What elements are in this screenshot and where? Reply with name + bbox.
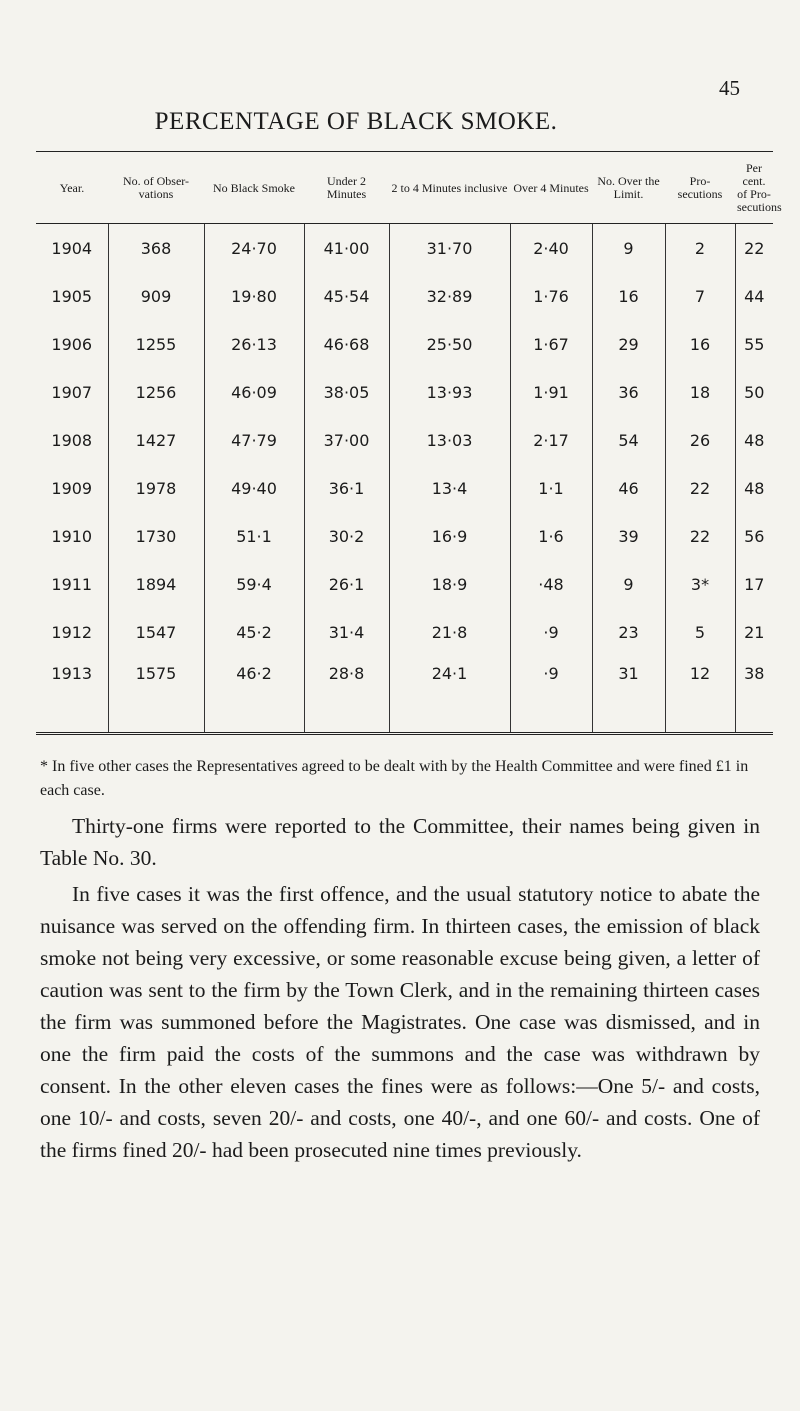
table-cell: 25·50 — [389, 320, 510, 368]
table-cell: 31 — [592, 656, 665, 734]
table-cell: 21 — [735, 608, 773, 656]
table-cell: 38·05 — [304, 368, 389, 416]
table-cell: 368 — [108, 224, 204, 273]
table-cell: 1978 — [108, 464, 204, 512]
table-header-row — [36, 153, 773, 224]
table-cell: 38 — [735, 656, 773, 734]
table-cell: 1·1 — [510, 464, 592, 512]
table-cell: 1·91 — [510, 368, 592, 416]
year-cell: 1906 — [51, 334, 93, 354]
table-cell: 48 — [735, 416, 773, 464]
table-cell: 2·17 — [510, 416, 592, 464]
column-header: Pro- secutions — [665, 153, 735, 224]
table-row — [36, 464, 773, 512]
table-cell: 7 — [665, 272, 735, 320]
table-cell: 17 — [735, 560, 773, 608]
table-cell: 26 — [665, 416, 735, 464]
year-cell: 1910 — [51, 526, 93, 546]
table-cell: 55 — [735, 320, 773, 368]
table-cell: 29 — [592, 320, 665, 368]
table-cell: 13·93 — [389, 368, 510, 416]
table-row — [36, 368, 773, 416]
page-title: PERCENTAGE OF BLACK SMOKE. — [154, 108, 558, 135]
column-header: No Black Smoke — [204, 153, 304, 224]
table-cell: 1547 — [108, 608, 204, 656]
table-cell: 31·4 — [304, 608, 389, 656]
table-cell: 36 — [592, 368, 665, 416]
year-cell: 1913 — [36, 656, 108, 734]
table-cell: 22 — [665, 512, 735, 560]
table-cell: 36·1 — [304, 464, 389, 512]
table-cell: 21·8 — [389, 608, 510, 656]
table-cell: 56 — [735, 512, 773, 560]
table-cell: 54 — [592, 416, 665, 464]
table-cell: 5 — [665, 608, 735, 656]
table-cell: 37·00 — [304, 416, 389, 464]
table-cell: 45·54 — [304, 272, 389, 320]
table-cell: 46 — [592, 464, 665, 512]
column-header: Under 2 Minutes — [304, 153, 389, 224]
table-cell: 26·1 — [304, 560, 389, 608]
table-cell: 30·2 — [304, 512, 389, 560]
table-cell: 28·8 — [304, 656, 389, 734]
year-cell: 1905 — [51, 286, 93, 306]
table-cell: 1575 — [108, 656, 204, 734]
table-cell: 31·70 — [389, 224, 510, 273]
year-cell: 1911 — [51, 574, 93, 594]
year-cell: 1904 — [51, 238, 93, 258]
table-cell: 44 — [735, 272, 773, 320]
table-cell: 26·13 — [204, 320, 304, 368]
column-header: Year. — [36, 153, 108, 224]
table-cell: ·9 — [510, 608, 592, 656]
table-cell: 12 — [665, 656, 735, 734]
table-cell: ·9 — [510, 656, 592, 734]
smoke-table-wrap — [36, 153, 782, 735]
table-cell: 32·89 — [389, 272, 510, 320]
table-cell: 16·9 — [389, 512, 510, 560]
column-header: Over 4 Minutes — [510, 153, 592, 224]
column-header: 2 to 4 Minutes inclusive — [389, 153, 510, 224]
smoke-table — [36, 153, 782, 735]
table-cell: 13·03 — [389, 416, 510, 464]
table-cell: 2 — [665, 224, 735, 273]
table-cell: 46·09 — [204, 368, 304, 416]
year-cell: 1907 — [51, 382, 93, 402]
top-rule — [36, 151, 773, 152]
table-cell: 1·76 — [510, 272, 592, 320]
table-cell: 39 — [592, 512, 665, 560]
column-header: No. Over the Limit. — [592, 153, 665, 224]
table-cell: 1256 — [108, 368, 204, 416]
table-cell: 2·40 — [510, 224, 592, 273]
table-row — [36, 416, 773, 464]
table-cell: 3* — [665, 560, 735, 608]
year-cell: 1909 — [51, 478, 93, 498]
page-number: 45 — [719, 76, 740, 100]
table-cell: 46·68 — [304, 320, 389, 368]
table-cell: 9 — [592, 224, 665, 273]
table-body — [36, 224, 773, 734]
table-cell: 909 — [108, 272, 204, 320]
footnote: * In five other cases the Representatives agreed to be dealt with by the Health Committee and were fined £1 in each case. — [40, 758, 749, 799]
table-cell: 1·67 — [510, 320, 592, 368]
table-cell: 22 — [665, 464, 735, 512]
table-cell: ·48 — [510, 560, 592, 608]
table-cell: 1894 — [108, 560, 204, 608]
table-cell: 47·79 — [204, 416, 304, 464]
table-cell: 16 — [592, 272, 665, 320]
table-cell: 51·1 — [204, 512, 304, 560]
column-header: Per cent. of Pro- secutions — [735, 153, 773, 224]
table-row — [36, 320, 773, 368]
table-cell: 9 — [592, 560, 665, 608]
year-cell: 1908 — [51, 430, 93, 450]
table-cell: 41·00 — [304, 224, 389, 273]
table-row — [36, 512, 773, 560]
table-cell: 23 — [592, 608, 665, 656]
table-cell: 46·2 — [204, 656, 304, 734]
table-cell: 16 — [665, 320, 735, 368]
table-cell: 48 — [735, 464, 773, 512]
table-cell: 24·1 — [389, 656, 510, 734]
table-cell: 24·70 — [204, 224, 304, 273]
table-row — [36, 560, 773, 608]
paragraph-2: In five cases it was the first offence, and the usual statutory notice to abate the nuisance was served on the offending firm. In thirteen cases, the emission of black smoke not being very excessive, or some reasonable excuse being given, a letter of caution was sent to the firm by the Town Clerk, and in the remaining thirteen cases the firm was summoned before the Magistrates. One case was dismissed, and in one the firm paid the costs of the summons and the case was withdrawn by consent. In the other eleven cases the fines were as follows:—One 5/- and costs, one 10/- and costs, seven 20/- and costs, one 40/-, and one 60/- and costs. One of the firms fined 20/- had been prosecuted nine times previously. — [40, 882, 760, 1162]
table-cell: 19·80 — [204, 272, 304, 320]
table-cell: 49·40 — [204, 464, 304, 512]
table-cell: 59·4 — [204, 560, 304, 608]
table-cell: 1255 — [108, 320, 204, 368]
table-cell: 1730 — [108, 512, 204, 560]
table-cell: 50 — [735, 368, 773, 416]
table-cell: 13·4 — [389, 464, 510, 512]
table-row — [36, 656, 773, 734]
table-cell: 1427 — [108, 416, 204, 464]
paragraph-1: Thirty-one firms were reported to the Committee, their names being given in Table No. 30. — [40, 814, 760, 870]
table-cell: 22 — [735, 224, 773, 273]
table-cell: 1·6 — [510, 512, 592, 560]
table-row — [36, 272, 773, 320]
table-row — [36, 608, 773, 656]
table-cell: 18·9 — [389, 560, 510, 608]
column-header: No. of Obser- vations — [108, 153, 204, 224]
table-cell: 45·2 — [204, 608, 304, 656]
table-cell: 18 — [665, 368, 735, 416]
table-row — [36, 224, 773, 273]
year-cell: 1912 — [51, 622, 93, 642]
